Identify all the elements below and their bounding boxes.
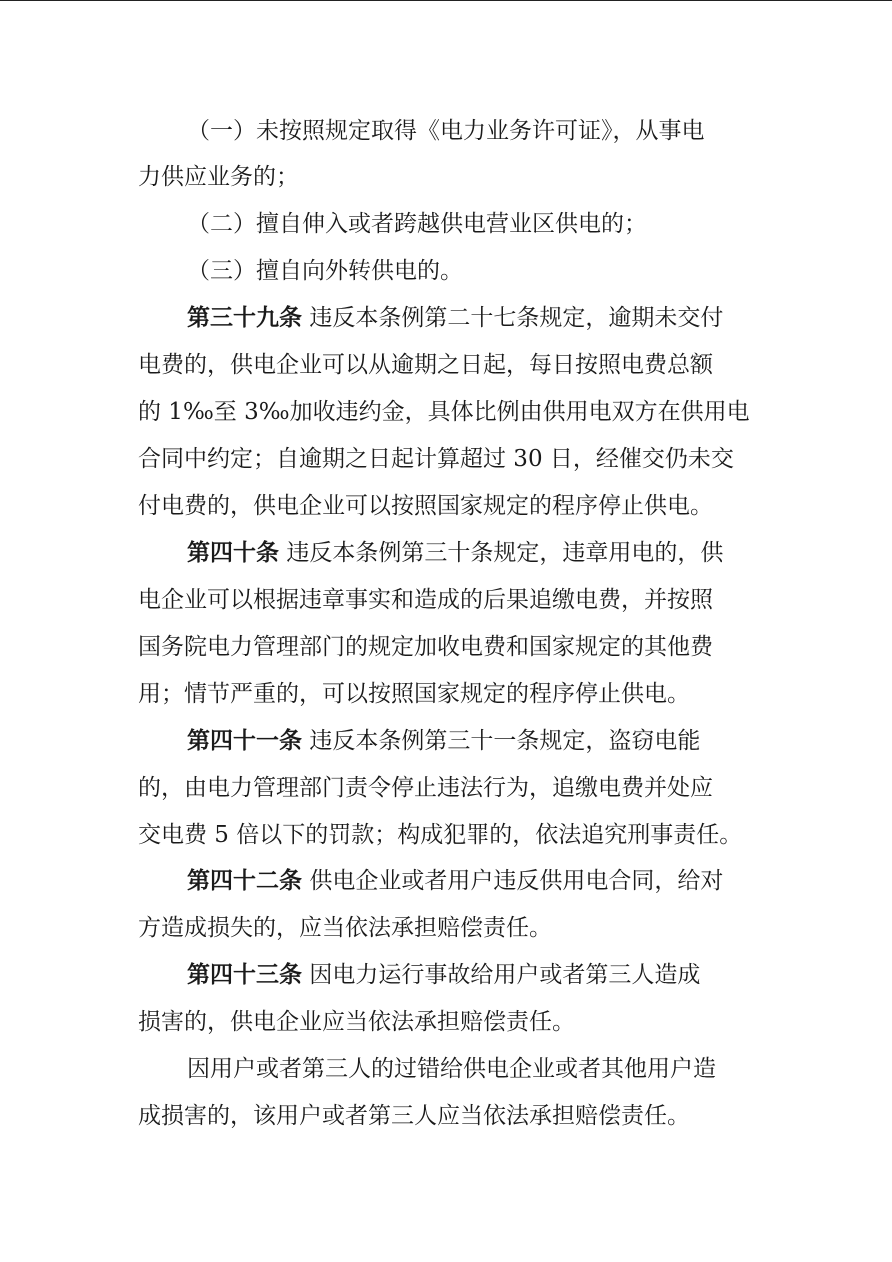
article-text: 违反本条例第三十一条规定，盗窃电能 bbox=[309, 728, 701, 754]
article-41-first-line bbox=[187, 726, 758, 756]
article-text: 违反本条例第二十七条规定，逾期未交付 bbox=[309, 305, 724, 331]
paragraph-line: 的 1‰至 3‰加收违约金，具体比例由供用电双方在供用电 bbox=[138, 399, 750, 425]
article-text: 供电企业或者用户违反供用电合同，给对 bbox=[309, 868, 724, 894]
article-heading: 第四十一条 bbox=[187, 727, 302, 754]
paragraph-line: 国务院电力管理部门的规定加收电费和国家规定的其他费 bbox=[138, 634, 713, 660]
article-40-first-line bbox=[187, 538, 758, 568]
paragraph-line: 的，由电力管理部门责令停止违法行为，追缴电费并处应 bbox=[138, 775, 713, 801]
article-42-first-line bbox=[187, 866, 758, 896]
paragraph-line: （二）擅自伸入或者跨越供电营业区供电的； bbox=[187, 211, 647, 237]
article-text: 违反本条例第三十条规定，违章用电的，供 bbox=[286, 540, 724, 566]
paragraph-line: （一）未按照规定取得《电力业务许可证》，从事电 bbox=[187, 118, 705, 144]
paragraph-line: 成损害的，该用户或者第三人应当依法承担赔偿责任。 bbox=[138, 1103, 690, 1129]
article-43-first-line bbox=[187, 960, 758, 990]
paragraph-line: 付电费的，供电企业可以按照国家规定的程序停止供电。 bbox=[138, 493, 713, 519]
article-text: 因电力运行事故给用户或者第三人造成 bbox=[309, 962, 701, 988]
paragraph-line: 方造成损失的，应当依法承担赔偿责任。 bbox=[138, 915, 552, 941]
article-heading: 第四十三条 bbox=[187, 961, 302, 988]
paragraph-line: 损害的，供电企业应当依法承担赔偿责任。 bbox=[138, 1009, 575, 1035]
paragraph-line: 合同中约定；自逾期之日起计算超过 30 日，经催交仍未交 bbox=[138, 446, 734, 472]
article-heading: 第三十九条 bbox=[187, 304, 302, 331]
paragraph-line: （三）擅自向外转供电的。 bbox=[187, 258, 463, 284]
top-border-line bbox=[0, 0, 892, 1]
paragraph-line: 用；情节严重的，可以按照国家规定的程序停止供电。 bbox=[138, 681, 690, 707]
paragraph-line: 电企业可以根据违章事实和造成的后果追缴电费，并按照 bbox=[138, 587, 713, 613]
article-heading: 第四十二条 bbox=[187, 867, 302, 894]
paragraph-line: 交电费 5 倍以下的罚款；构成犯罪的，依法追究刑事责任。 bbox=[138, 822, 743, 848]
paragraph-line: 因用户或者第三人的过错给供电企业或者其他用户造 bbox=[187, 1056, 716, 1082]
paragraph-line: 电费的，供电企业可以从逾期之日起，每日按照电费总额 bbox=[138, 352, 713, 378]
paragraph-line: 力供应业务的； bbox=[138, 164, 299, 190]
article-heading: 第四十条 bbox=[187, 539, 279, 566]
article-39-first-line bbox=[187, 303, 758, 333]
